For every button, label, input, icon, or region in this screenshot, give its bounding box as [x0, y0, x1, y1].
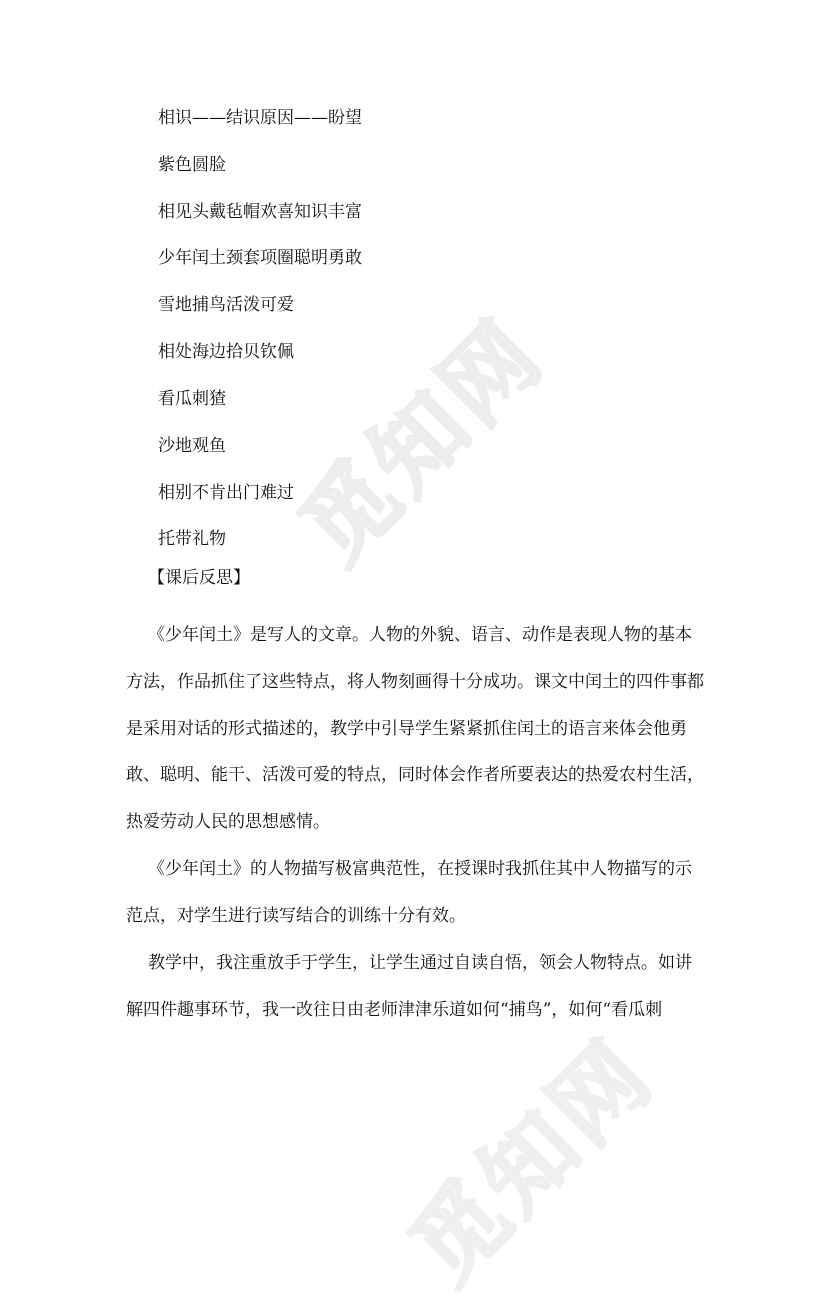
- watermark: 觅知网: [390, 1019, 675, 1304]
- outline-line: 雪地捕鸟活泼可爱: [158, 295, 294, 315]
- paragraph-line: 敢、聪明、能干、活泼可爱的特点，同时体会作者所要表达的热爱农村生活，: [126, 765, 704, 785]
- outline-line: 看瓜刺猹: [158, 389, 226, 409]
- outline-line: 相别不肯出门难过: [158, 483, 294, 503]
- outline-line: 相识——结识原因——盼望: [158, 108, 362, 128]
- paragraph-line: 《少年闰土》是写人的文章。人物的外貌、语言、动作是表现人物的基本: [148, 625, 692, 645]
- outline-line: 沙地观鱼: [158, 436, 226, 456]
- paragraph-line: 《少年闰土》的人物描写极富典范性，在授课时我抓住其中人物描写的示: [148, 859, 692, 879]
- outline-line: 托带礼物: [158, 529, 226, 549]
- paragraph-line: 解四件趣事环节，我一改往日由老师津津乐道如何“捕鸟”，如何“看瓜刺: [126, 1000, 663, 1020]
- paragraph-line: 是采用对话的形式描述的，教学中引导学生紧紧抓住闰土的语言来体会他勇: [126, 719, 687, 739]
- paragraph-line: 热爱劳动人民的思想感情。: [126, 812, 330, 832]
- paragraph-line: 范点，对学生进行读写结合的训练十分有效。: [126, 906, 466, 926]
- outline-line: 相处海边拾贝钦佩: [158, 342, 294, 362]
- outline-line: 相见头戴毡帽欢喜知识丰富: [158, 202, 362, 222]
- section-heading: 【课后反思】: [148, 568, 250, 588]
- outline-line: 少年闰土颈套项圈聪明勇敢: [158, 248, 362, 268]
- watermark: 觅知网: [280, 299, 565, 584]
- paragraph-line: 方法，作品抓住了这些特点，将人物刻画得十分成功。课文中闰土的四件事都: [126, 672, 704, 692]
- paragraph-line: 教学中，我注重放手于学生，让学生通过自读自悟，领会人物特点。如讲: [148, 953, 692, 973]
- outline-line: 紫色圆脸: [158, 155, 226, 175]
